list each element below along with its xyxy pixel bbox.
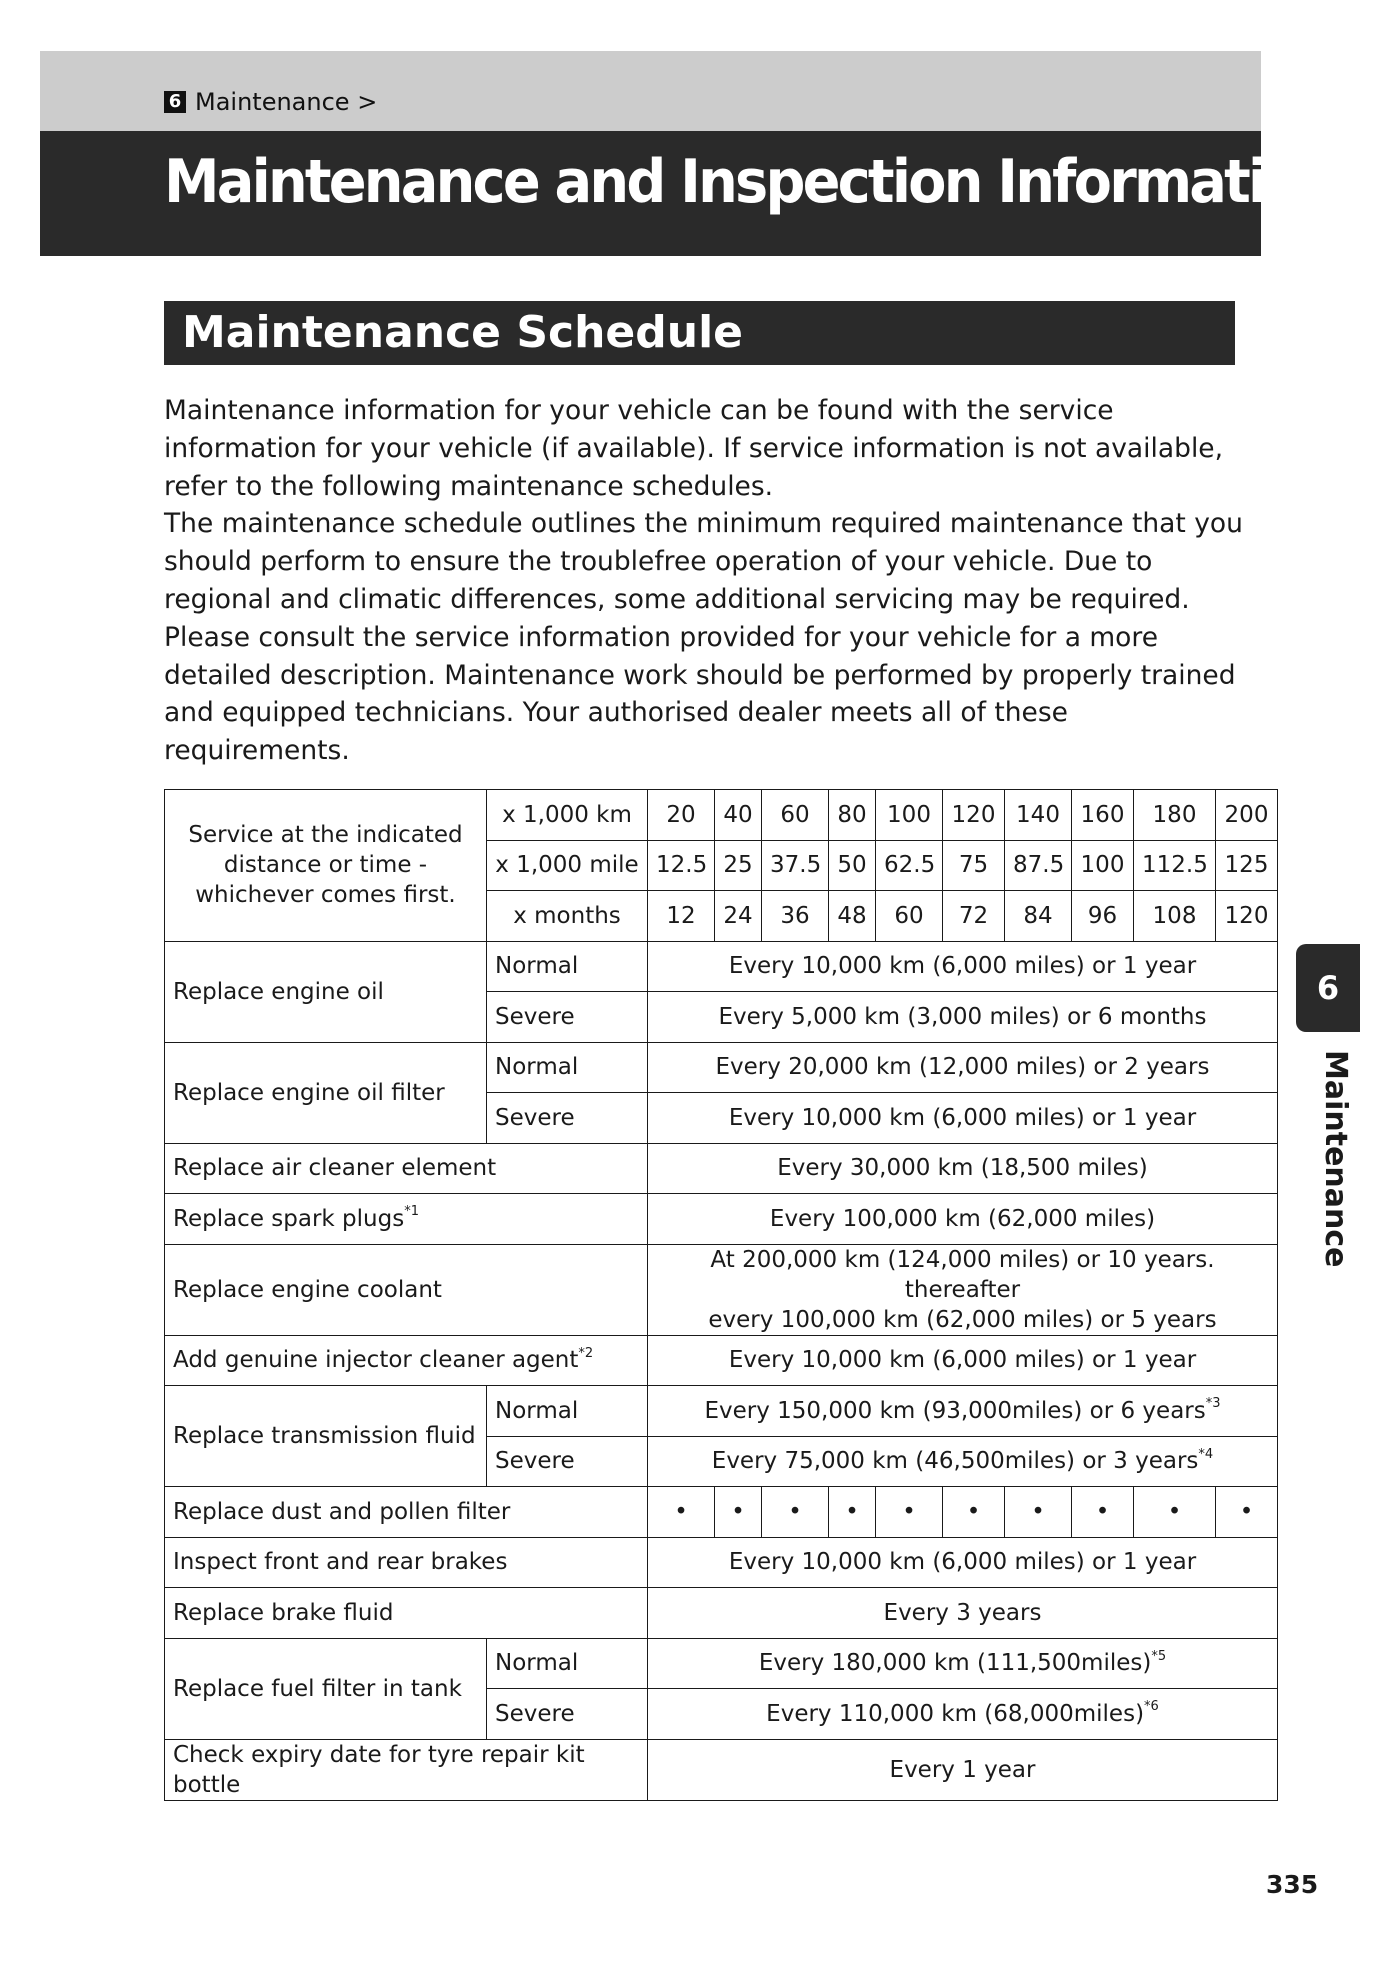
condition-normal: Normal <box>487 1386 648 1437</box>
table-row-engine-oil-normal <box>165 941 1278 992</box>
footnote-mark: *2 <box>578 1345 594 1361</box>
months-cell: 84 <box>1005 891 1072 942</box>
bullet-mark: • <box>829 1487 876 1538</box>
item-oil-filter: Replace engine oil filter <box>165 1042 487 1143</box>
months-cell: 96 <box>1072 891 1134 942</box>
interval-transmission-severe <box>648 1436 1278 1487</box>
item-spark-plugs <box>165 1194 648 1245</box>
intro-paragraph-2: The maintenance schedule outlines the minimum required maintenance that you should perform to ensure the troublefree operation of your vehicle. Due to regional and climatic differences, some additional servicing may be required. Please consult the service information provided for your vehicle for a more detailed description. Maintenance work should be performed by properly trained and equipped technicians. Your authorised dealer meets all of these requirements. <box>164 508 1243 767</box>
table-row-brakes <box>165 1537 1278 1588</box>
condition-normal: Normal <box>487 941 648 992</box>
table-row-brake-fluid <box>165 1588 1278 1639</box>
interval-brakes: Every 10,000 km (6,000 miles) or 1 year <box>648 1537 1278 1588</box>
table-row-pollen-filter <box>165 1487 1278 1538</box>
footnote-mark: *6 <box>1144 1699 1159 1715</box>
item-tyre-kit: Check expiry date for tyre repair kit bottle <box>165 1739 648 1800</box>
item-coolant: Replace engine coolant <box>165 1244 648 1335</box>
intro-text <box>164 392 1244 770</box>
interval-fuel-filter-normal-text: Every 180,000 km (111,500miles) <box>758 1650 1152 1677</box>
page-number: 335 <box>1266 1870 1319 1899</box>
interval-fuel-filter-severe-text: Every 110,000 km (68,000miles) <box>766 1700 1145 1727</box>
condition-severe: Severe <box>487 1436 648 1487</box>
table-row-coolant <box>165 1244 1278 1335</box>
maintenance-schedule-table <box>164 789 1278 1801</box>
table-row-injector-cleaner <box>165 1335 1278 1386</box>
bullet-mark: • <box>1005 1487 1072 1538</box>
item-pollen-filter: Replace dust and pollen filter <box>165 1487 648 1538</box>
header-label: Service at the indicated distance or time - whichever comes first. <box>165 790 487 942</box>
item-air-cleaner: Replace air cleaner element <box>165 1143 648 1194</box>
mile-cell: 87.5 <box>1005 840 1072 891</box>
interval-coolant-line-2: every 100,000 km (62,000 miles) or 5 years <box>708 1306 1217 1333</box>
interval-air-cleaner: Every 30,000 km (18,500 miles) <box>648 1143 1278 1194</box>
unit-mile: x 1,000 mile <box>487 840 648 891</box>
unit-km: x 1,000 km <box>487 790 648 841</box>
months-cell: 120 <box>1216 891 1278 942</box>
item-engine-oil: Replace engine oil <box>165 941 487 1042</box>
km-cell: 140 <box>1005 790 1072 841</box>
km-cell: 180 <box>1134 790 1216 841</box>
interval-fuel-filter-severe <box>648 1689 1278 1740</box>
interval-oil-filter-severe: Every 10,000 km (6,000 miles) or 1 year <box>648 1093 1278 1144</box>
intro-paragraph-1: Maintenance information for your vehicle can be found with the service information for your vehicle (if available). If service information is not available, refer to the following maintenance schedules. <box>164 395 1224 502</box>
breadcrumb-text: Maintenance > <box>195 88 378 116</box>
bullet-mark: • <box>715 1487 762 1538</box>
interval-tyre-kit: Every 1 year <box>648 1739 1278 1800</box>
item-brake-fluid: Replace brake fluid <box>165 1588 648 1639</box>
months-cell: 60 <box>876 891 943 942</box>
condition-normal: Normal <box>487 1042 648 1093</box>
months-cell: 36 <box>762 891 829 942</box>
mile-cell: 50 <box>829 840 876 891</box>
chapter-number-badge: 6 <box>164 91 186 113</box>
interval-brake-fluid: Every 3 years <box>648 1588 1278 1639</box>
mile-cell: 125 <box>1216 840 1278 891</box>
mile-cell: 25 <box>715 840 762 891</box>
mile-cell: 12.5 <box>648 840 715 891</box>
condition-normal: Normal <box>487 1638 648 1689</box>
km-cell: 60 <box>762 790 829 841</box>
km-cell: 200 <box>1216 790 1278 841</box>
interval-transmission-severe-text: Every 75,000 km (46,500miles) or 3 years <box>711 1448 1199 1475</box>
mile-cell: 37.5 <box>762 840 829 891</box>
footnote-mark: *4 <box>1198 1446 1214 1462</box>
footnote-mark: *1 <box>404 1204 419 1220</box>
section-title: Maintenance Schedule <box>182 307 744 358</box>
condition-severe: Severe <box>487 1689 648 1740</box>
km-cell: 160 <box>1072 790 1134 841</box>
mile-cell: 62.5 <box>876 840 943 891</box>
unit-months: x months <box>487 891 648 942</box>
bullet-mark: • <box>943 1487 1005 1538</box>
km-cell: 80 <box>829 790 876 841</box>
item-brakes: Inspect front and rear brakes <box>165 1537 648 1588</box>
bullet-mark: • <box>762 1487 829 1538</box>
km-cell: 40 <box>715 790 762 841</box>
table-row-fuel-filter-normal <box>165 1638 1278 1689</box>
bullet-mark: • <box>1072 1487 1134 1538</box>
page-title: Maintenance and Inspection Information <box>164 147 1337 217</box>
interval-fuel-filter-normal <box>648 1638 1278 1689</box>
footnote-mark: *3 <box>1205 1396 1221 1412</box>
header-row-km <box>165 790 1278 841</box>
mile-cell: 100 <box>1072 840 1134 891</box>
km-cell: 120 <box>943 790 1005 841</box>
bullet-mark: • <box>1134 1487 1216 1538</box>
table-row-spark-plugs <box>165 1194 1278 1245</box>
chapter-side-label: Maintenance <box>1318 1050 1353 1268</box>
months-cell: 12 <box>648 891 715 942</box>
interval-oil-filter-normal: Every 20,000 km (12,000 miles) or 2 years <box>648 1042 1278 1093</box>
chapter-side-tab: 6 <box>1296 944 1360 1032</box>
table-row-oil-filter-normal <box>165 1042 1278 1093</box>
bullet-mark: • <box>876 1487 943 1538</box>
km-cell: 20 <box>648 790 715 841</box>
months-cell: 108 <box>1134 891 1216 942</box>
interval-engine-oil-severe: Every 5,000 km (3,000 miles) or 6 months <box>648 992 1278 1043</box>
interval-engine-oil-normal: Every 10,000 km (6,000 miles) or 1 year <box>648 941 1278 992</box>
item-fuel-filter: Replace fuel filter in tank <box>165 1638 487 1739</box>
interval-coolant-line-1: At 200,000 km (124,000 miles) or 10 years. thereafter <box>710 1246 1215 1303</box>
table-row-tyre-kit <box>165 1739 1278 1800</box>
breadcrumb <box>164 88 377 116</box>
condition-severe: Severe <box>487 992 648 1043</box>
bullet-mark: • <box>648 1487 715 1538</box>
months-cell: 24 <box>715 891 762 942</box>
table-row-transmission-normal <box>165 1386 1278 1437</box>
interval-injector-cleaner: Every 10,000 km (6,000 miles) or 1 year <box>648 1335 1278 1386</box>
mile-cell: 75 <box>943 840 1005 891</box>
months-cell: 72 <box>943 891 1005 942</box>
bullet-mark: • <box>1216 1487 1278 1538</box>
interval-coolant <box>648 1244 1278 1335</box>
item-spark-plugs-label: Replace spark plugs <box>173 1205 405 1232</box>
table-row-air-cleaner <box>165 1143 1278 1194</box>
interval-transmission-normal <box>648 1386 1278 1437</box>
item-injector-cleaner-label: Add genuine injector cleaner agent <box>173 1347 579 1374</box>
footnote-mark: *5 <box>1151 1648 1167 1664</box>
item-transmission: Replace transmission fluid <box>165 1386 487 1487</box>
interval-transmission-normal-text: Every 150,000 km (93,000miles) or 6 years <box>704 1397 1206 1424</box>
mile-cell: 112.5 <box>1134 840 1216 891</box>
interval-spark-plugs: Every 100,000 km (62,000 miles) <box>648 1194 1278 1245</box>
months-cell: 48 <box>829 891 876 942</box>
item-injector-cleaner <box>165 1335 648 1386</box>
km-cell: 100 <box>876 790 943 841</box>
condition-severe: Severe <box>487 1093 648 1144</box>
